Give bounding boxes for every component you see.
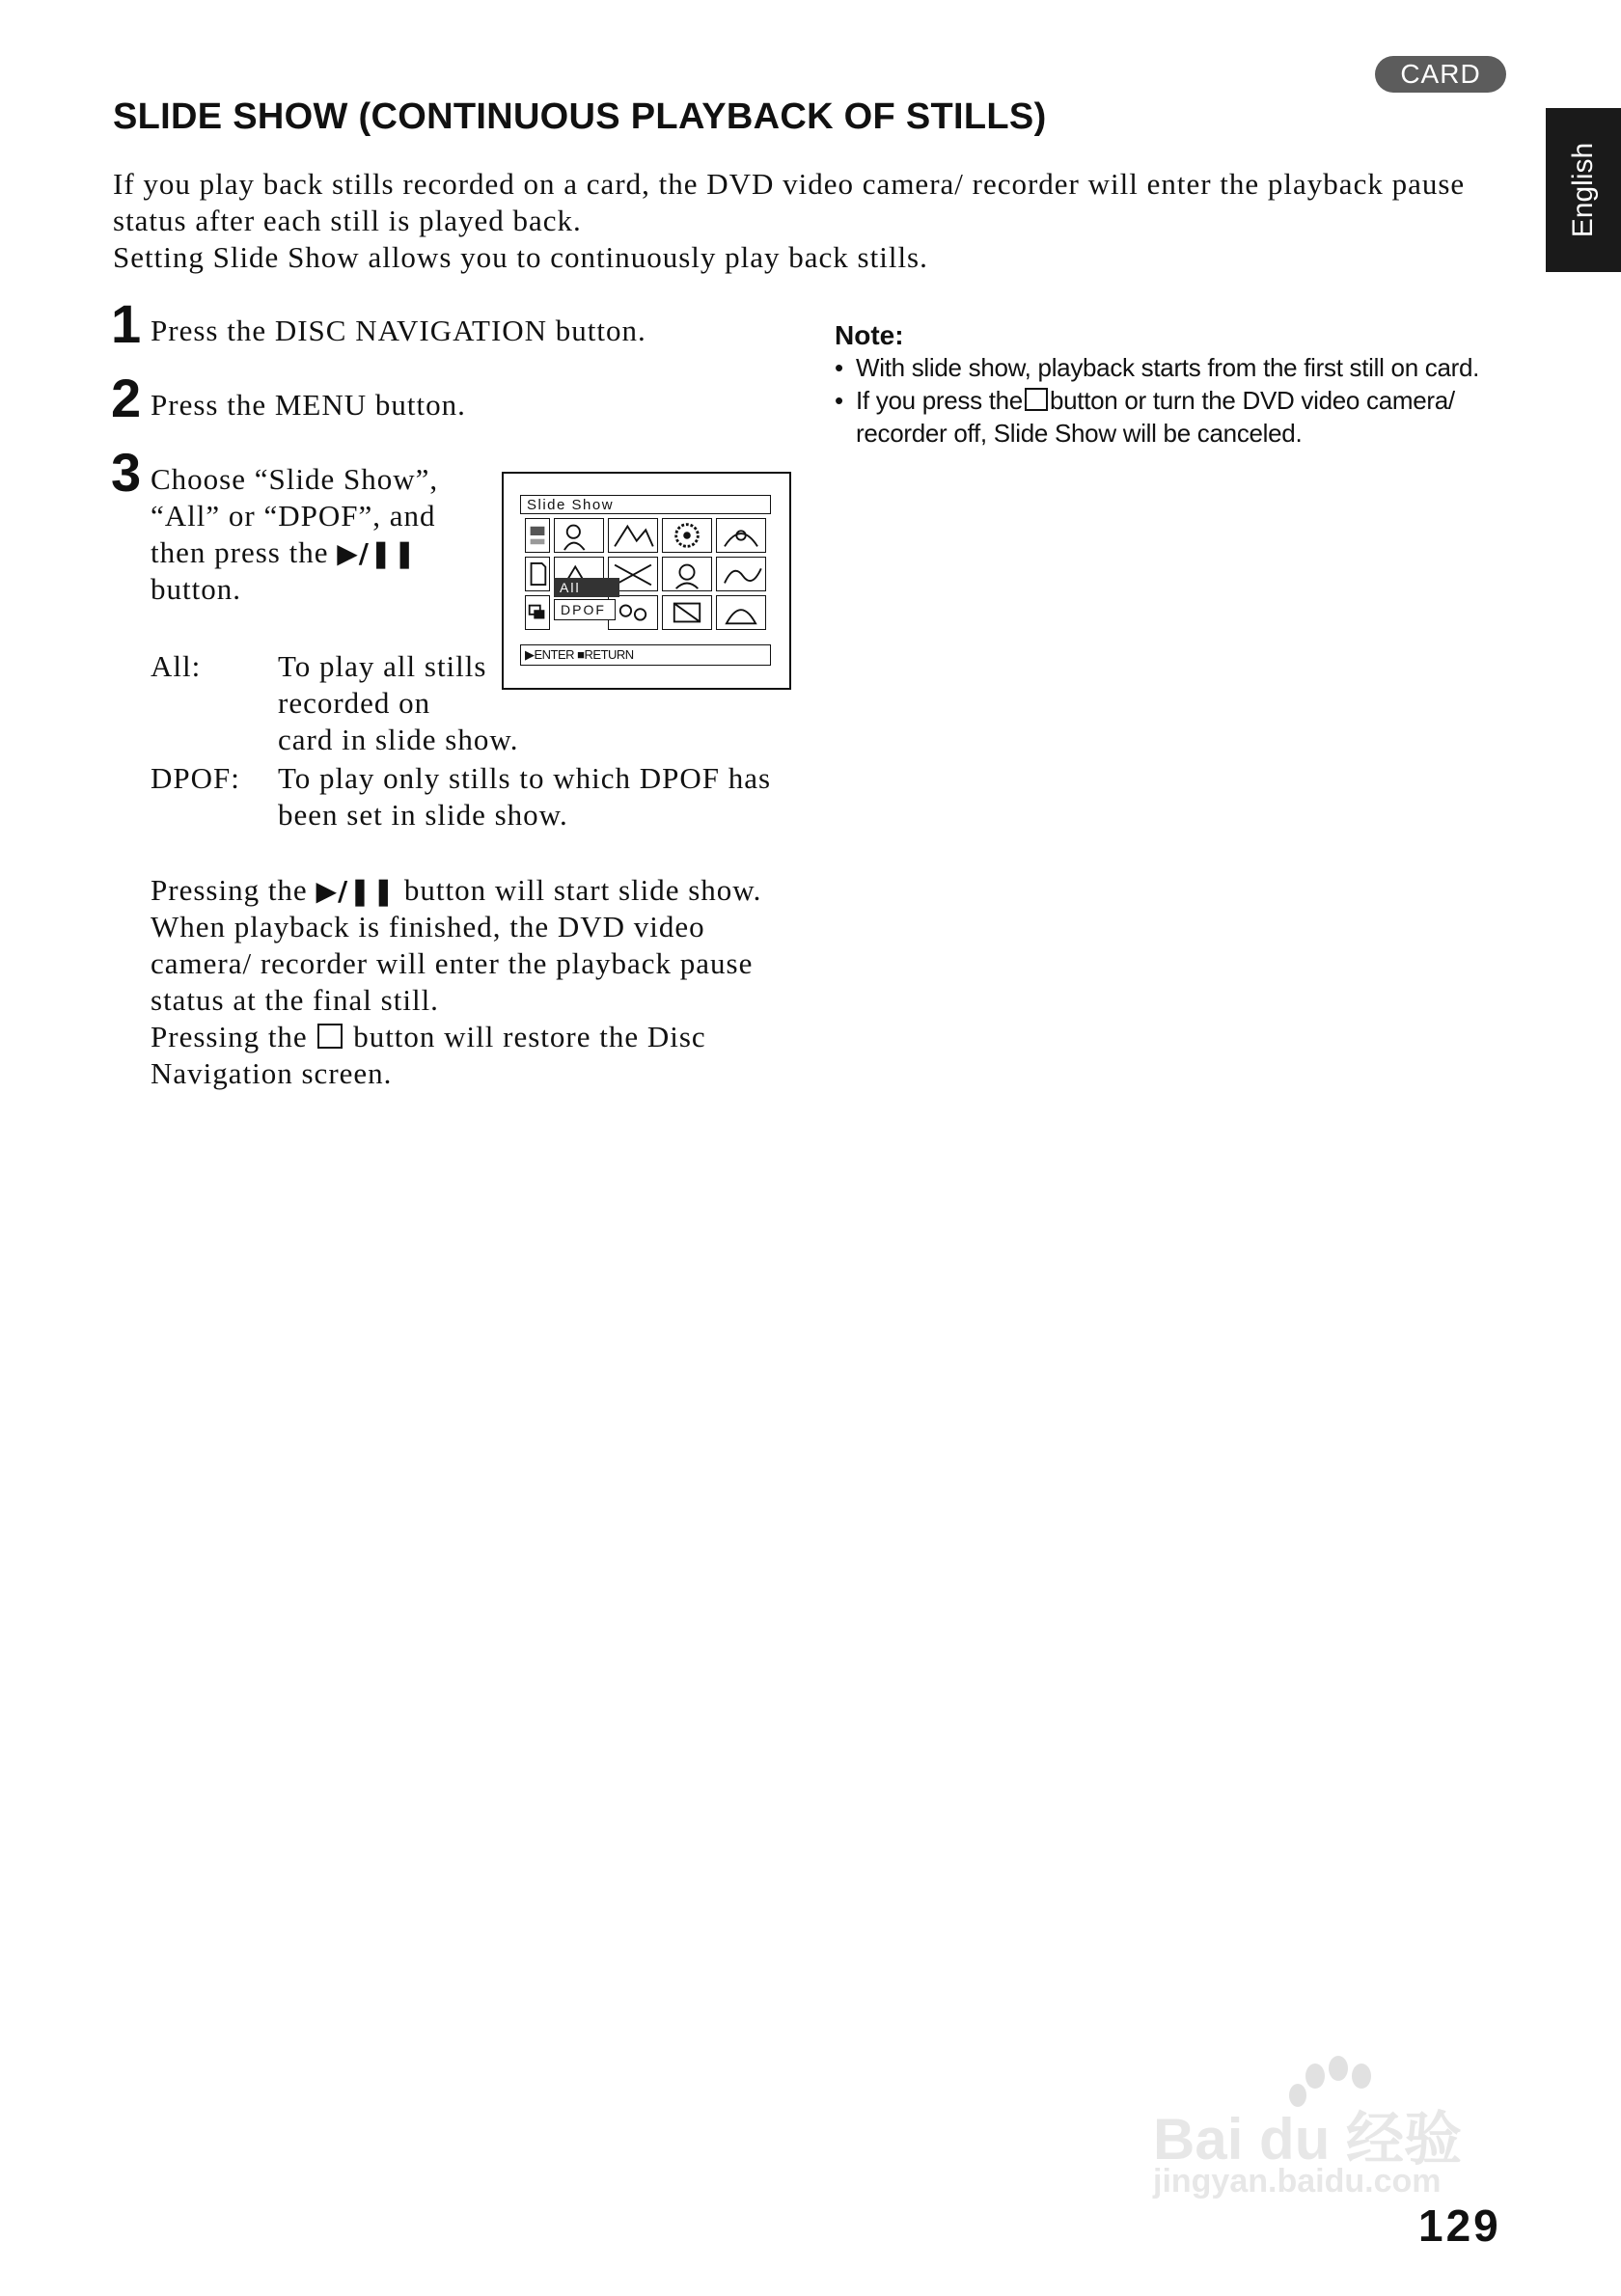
intro-line: status after each still is played back. [113, 204, 582, 237]
watermark-brand: Bai du 经验 [1153, 2107, 1463, 2172]
note-item: • With slide show, playback starts from the first still on card. [835, 351, 1529, 384]
still-thumbnail [716, 595, 766, 630]
menu-option-all: All [554, 578, 619, 597]
still-thumbnail [716, 518, 766, 553]
menu-icon [525, 518, 550, 553]
after-line: camera/ recorder will enter the playback pause [151, 946, 754, 980]
desc-all-line: To play all stills [278, 649, 487, 683]
step-3-line-text: then press the [151, 535, 329, 569]
still-thumbnail [662, 518, 712, 553]
note-title: Note: [835, 320, 904, 350]
note-item [835, 384, 1529, 450]
desc-dpof-line: been set in slide show. [278, 798, 568, 832]
note-item-text: recorder off, Slide Show will be canceled. [856, 419, 1303, 448]
language-tab-label: English [1567, 142, 1599, 238]
page-title: SLIDE SHOW (CONTINUOUS PLAYBACK OF STILLS) [113, 96, 1047, 137]
page-number: 129 [1418, 2200, 1501, 2251]
step-3-line: Choose “Slide Show”, [151, 462, 439, 496]
card-icon [525, 557, 550, 591]
step-1-number: 1 [111, 293, 142, 354]
after-line: When playback is finished, the DVD video [151, 910, 705, 943]
desc-dpof-line: To play only stills to which DPOF has [278, 761, 772, 795]
desc-all-line: card in slide show. [278, 723, 519, 756]
step-3-line: “All” or “DPOF”, and [151, 499, 436, 533]
after-line: status at the final still. [151, 983, 439, 1017]
step-1-text: Press the DISC NAVIGATION button. [151, 314, 646, 347]
menu-option-dpof: DPOF [554, 599, 616, 620]
after-line-text: Pressing the [151, 873, 308, 907]
screen-bottom-bar [520, 644, 771, 666]
watermark-url: jingyan.baidu.com [1153, 2163, 1442, 2200]
stop-button-icon [1025, 388, 1048, 411]
after-line-text: Pressing the [151, 1020, 308, 1053]
stop-button-icon [317, 1024, 343, 1049]
card-badge: CARD [1375, 56, 1506, 93]
note-item-text: If you press the [856, 386, 1023, 415]
slideshow-icon [525, 595, 550, 630]
still-thumbnail [662, 595, 712, 630]
intro-line: Setting Slide Show allows you to continuously play back stills. [113, 240, 928, 274]
desc-all-line: recorded on [278, 686, 431, 720]
step-2-text: Press the MENU button. [151, 388, 466, 422]
term-all: All: [151, 649, 202, 683]
still-thumbnail [554, 518, 604, 553]
after-line: Navigation screen. [151, 1056, 393, 1090]
after-line-text: button will restore the Disc [353, 1020, 706, 1053]
after-line [151, 872, 761, 910]
watermark-logo [1153, 2055, 1539, 2200]
screen-title: Slide Show [520, 495, 771, 514]
step-3-line [151, 534, 417, 572]
note-list [835, 351, 1529, 450]
after-line-text: button will start slide show. [403, 873, 762, 907]
intro-line: If you play back stills recorded on a card, the DVD video camera/ recorder will enter the playback pause [113, 167, 1466, 201]
after-line [151, 1019, 706, 1055]
play-pause-icon: ▶/❚❚ [316, 875, 397, 907]
step-2-number: 2 [111, 368, 142, 428]
step-3-line: button. [151, 572, 241, 606]
language-tab [1546, 108, 1621, 272]
still-thumbnail [608, 518, 658, 553]
note-item-text: button or turn the DVD video camera/ [1049, 386, 1455, 415]
lcd-screen-illustration [502, 472, 791, 690]
thumbnail-grid [525, 518, 772, 634]
screen-guide-text: ▶ENTER ■RETURN [525, 647, 634, 662]
intro-paragraph [113, 166, 1522, 276]
term-dpof: DPOF: [151, 761, 240, 795]
still-thumbnail [662, 557, 712, 591]
step-3-number: 3 [111, 442, 142, 503]
play-pause-icon: ▶/❚❚ [337, 537, 417, 569]
still-thumbnail [716, 557, 766, 591]
